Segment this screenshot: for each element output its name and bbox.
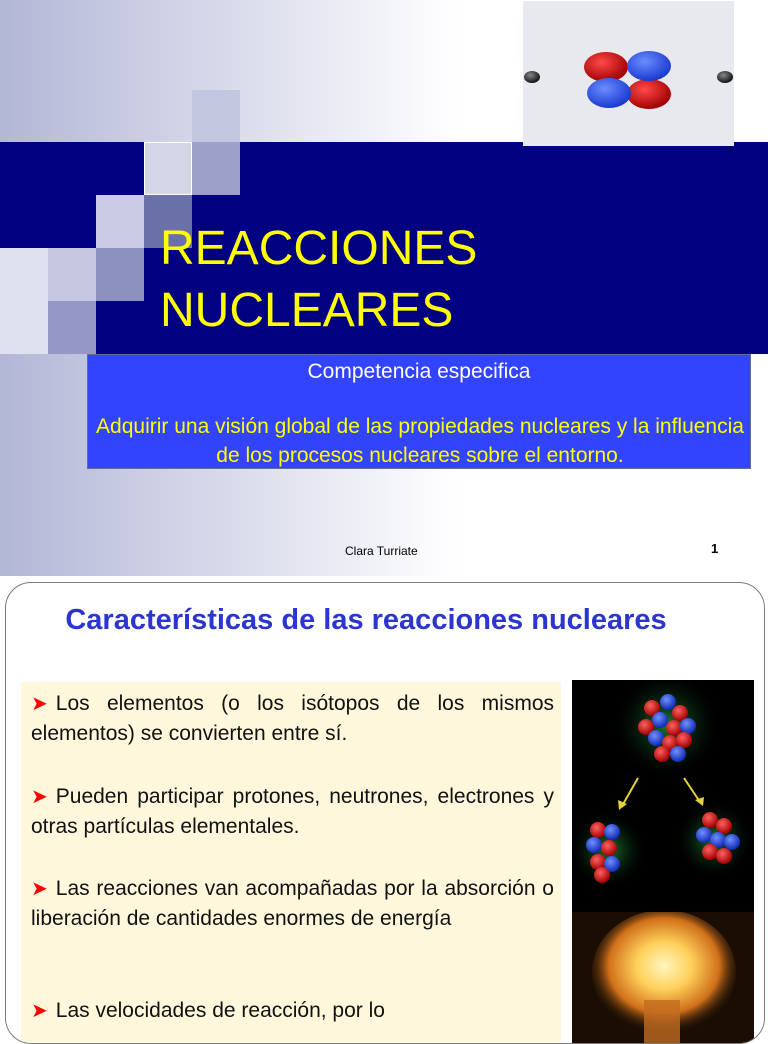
red-arrow-bullet-icon: ➤ [31,878,48,900]
nuclear-explosion-photo [572,912,754,1043]
deco-square [48,248,96,301]
competencia-text: Adquirir una visión global de las propiedades nucleares y la influencia de los procesos nucleares sobre el entorno. [96,415,744,467]
title-line-1: REACCIONES [160,222,478,275]
bullet-text: Pueden participar protones, neutrones, electrones y otras partículas elementales. [31,785,554,838]
bullet-text: Las reacciones van acompañadas por la absorción o liberación de cantidades enormes de energía [31,877,554,930]
competencia-box [87,354,751,469]
deco-square [96,248,144,301]
red-arrow-bullet-icon: ➤ [31,1000,48,1022]
atom-orbital-icon [523,1,734,146]
list-item [31,874,554,934]
slide-2-title: Características de las reacciones nucleares [65,604,667,636]
band-notch [0,248,48,354]
deco-square [192,90,240,142]
red-arrow-bullet-icon: ➤ [31,693,48,715]
red-arrow-bullet-icon: ➤ [31,786,48,808]
bullet-text: Las velocidades de reacción, por lo [55,999,385,1022]
slide-2 [5,582,765,1044]
list-item [31,782,554,842]
competencia-heading: Competencia especifica [307,360,531,383]
list-item [31,996,554,1026]
nuclear-fission-illustration [572,680,754,912]
title-line-2: NUCLEARES [160,284,454,337]
deco-square [192,142,240,195]
footer-author: Clara Turriate [345,544,418,558]
slide-title [160,218,477,342]
page-number: 1 [711,541,719,556]
bullet-text: Los elementos (o los isótopos de los mismos elementos) se convierten entre sí. [31,692,554,745]
deco-square [96,195,144,248]
deco-square [144,142,192,195]
bullet-list [21,682,561,1042]
list-item [31,689,554,749]
deco-square [48,301,96,354]
